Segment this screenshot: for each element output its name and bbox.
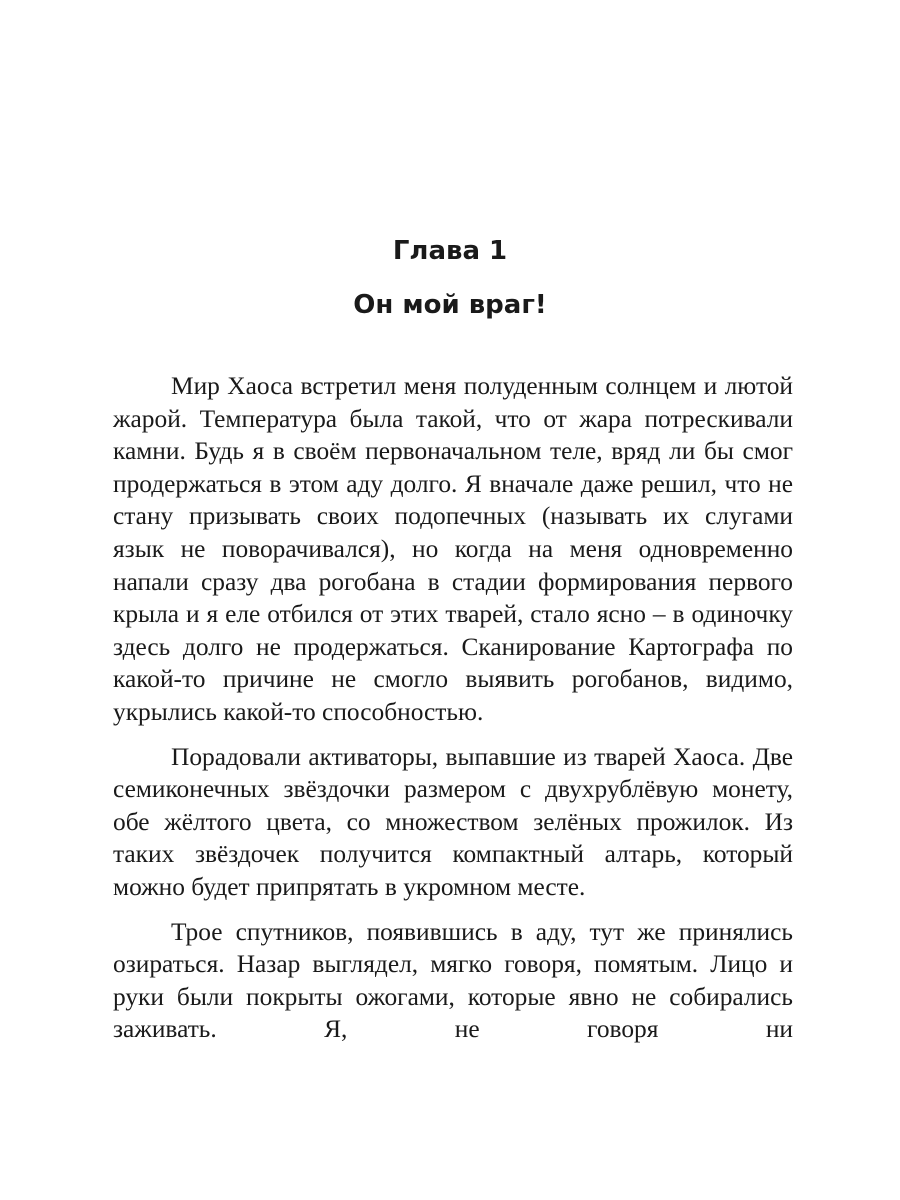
chapter-body	[113, 370, 793, 1058]
paragraph: Мир Хаоса встретил меня полуденным солнцем и лютой жарой. Температура была такой, что от жара потрескивали камни. Будь я в своём первоначальном теле, вряд ли бы смог продержаться в этом аду долго. Я вначале даже решил, что не стану призывать своих подопечных (называть их слугами язык не поворачивался), но когда на меня одновременно напали сразу два рогобана в стадии формирования первого крыла и я еле отбился от этих тварей, стало ясно – в одиночку здесь долго не продержаться. Сканирование Картографа по какой-то причине не смогло выявить рогобанов, видимо, укрылись какой-то способностью.	[113, 372, 793, 726]
paragraph: Порадовали активаторы, выпавшие из тварей Хаоса. Две семиконечных звёздочки размером с двухрублёвую монету, обе жёлтого цвета, со множеством зелёных прожилок. Из таких звёздочек получится компактный алтарь, который можно будет припрятать в укромном месте.	[113, 742, 793, 901]
chapter-title: Он мой враг!	[353, 290, 547, 320]
paragraph: Трое спутников, появившись в аду, тут же принялись озираться. Назар выглядел, мягко говоря, помятым. Лицо и руки были покрыты ожогами, которые явно не собирались заживать. Я, не говоря ни	[113, 917, 793, 1044]
chapter-number: Глава 1	[392, 236, 508, 266]
